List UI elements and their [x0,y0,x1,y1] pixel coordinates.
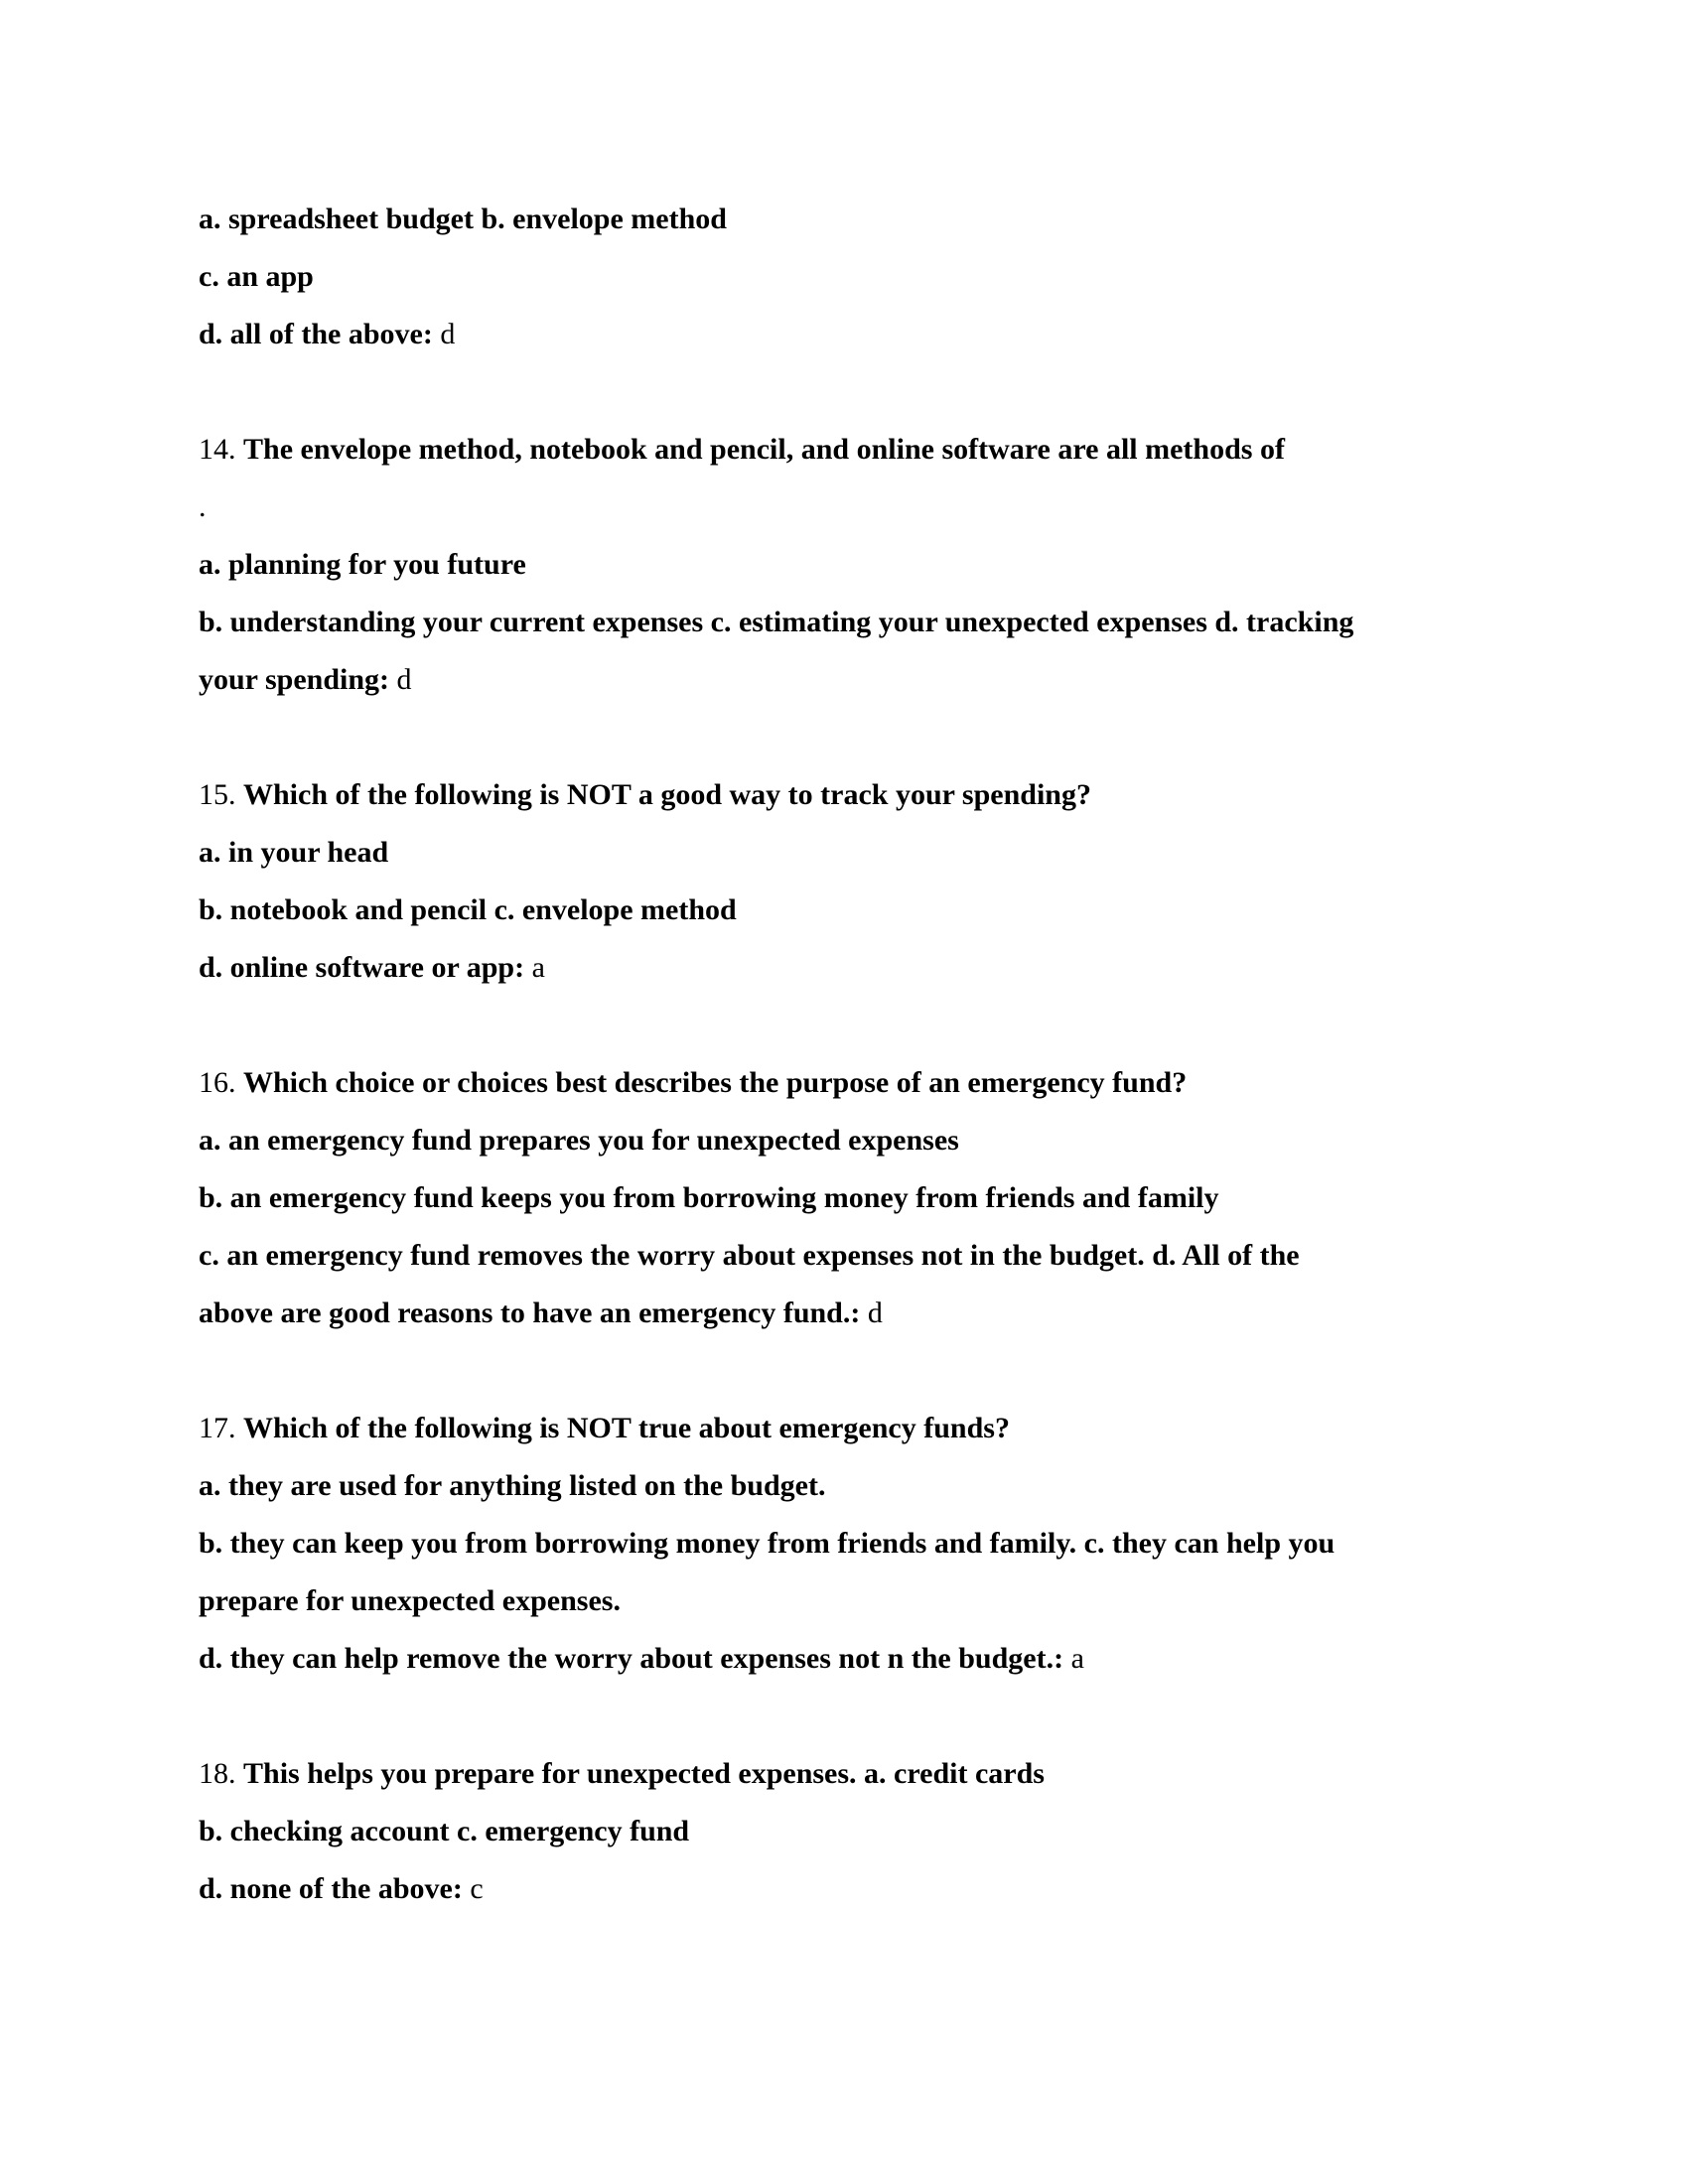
question-15 [199,766,1569,997]
text-segment-bold: a. they are used for anything listed on the budget. [199,1469,826,1502]
text-line [199,1803,1569,1860]
text-segment-regular: a [531,951,545,984]
text-line [199,1054,1569,1112]
text-line [199,1112,1569,1169]
text-segment-bold: d. none of the above: [199,1872,471,1905]
text-segment-bold: prepare for unexpected expenses. [199,1584,621,1617]
text-line [199,824,1569,882]
text-line [199,248,1569,306]
text-line [199,1169,1569,1227]
text-line [199,191,1569,248]
text-line [199,1860,1569,1918]
text-line [199,939,1569,997]
document-content [199,191,1569,1918]
text-line [199,1227,1569,1285]
question-13-options [199,191,1569,363]
text-line [199,1515,1569,1572]
text-segment-bold: a. in your head [199,836,389,869]
text-segment-regular: 15. [199,778,243,811]
text-line [199,536,1569,594]
text-segment-bold: This helps you prepare for unexpected expenses. a. credit cards [243,1757,1045,1790]
question-16 [199,1054,1569,1342]
text-segment-bold: b. checking account c. emergency fund [199,1815,690,1847]
text-segment-bold: d. all of the above: [199,318,441,350]
question-14 [199,421,1569,709]
text-line [199,1285,1569,1342]
text-segment-bold: b. they can keep you from borrowing money from friends and family. c. they can help you [199,1527,1336,1560]
text-segment-bold: a. an emergency fund prepares you for unexpected expenses [199,1124,959,1157]
text-line [199,1745,1569,1803]
text-segment-bold: Which of the following is NOT true about emergency funds? [243,1412,1010,1444]
text-segment-bold: b. an emergency fund keeps you from borrowing money from friends and family [199,1181,1219,1214]
text-segment-bold: c. an app [199,260,314,293]
text-segment-regular: a [1070,1642,1084,1675]
text-line [199,594,1569,651]
text-segment-regular: d [867,1297,883,1329]
text-segment-bold: Which of the following is NOT a good way to track your spending? [243,778,1091,811]
text-segment-bold: c. an emergency fund removes the worry about expenses not in the budget. d. All of the [199,1239,1300,1272]
text-segment-bold: above are good reasons to have an emergency fund.: [199,1297,868,1329]
question-18 [199,1745,1569,1918]
text-segment-bold: d. they can help remove the worry about expenses not n the budget.: [199,1642,1071,1675]
text-line [199,478,1569,536]
text-segment-bold: a. planning for you future [199,548,526,581]
text-segment-regular: 17. [199,1412,243,1444]
text-segment-regular: 18. [199,1757,243,1790]
text-segment-regular: c [470,1872,484,1905]
text-line [199,1630,1569,1688]
text-line [199,306,1569,363]
text-segment-regular: . [199,490,207,523]
text-line [199,1400,1569,1457]
text-segment-bold: d. online software or app: [199,951,532,984]
text-line [199,882,1569,939]
text-line [199,766,1569,824]
text-segment-regular: d [440,318,456,350]
text-line [199,421,1569,478]
text-segment-regular: 16. [199,1066,243,1099]
text-segment-bold: Which choice or choices best describes the purpose of an emergency fund? [243,1066,1188,1099]
text-segment-bold: your spending: [199,663,397,696]
text-segment-regular: 14. [199,433,243,466]
text-line [199,1572,1569,1630]
text-line [199,1457,1569,1515]
text-segment-bold: The envelope method, notebook and pencil, and online software are all methods of [243,433,1285,466]
question-17 [199,1400,1569,1688]
text-segment-bold: b. notebook and pencil c. envelope method [199,893,737,926]
text-segment-bold: a. spreadsheet budget b. envelope method [199,203,727,235]
text-segment-bold: b. understanding your current expenses c. estimating your unexpected expenses d. tracking [199,606,1354,638]
text-line [199,651,1569,709]
text-segment-regular: d [396,663,412,696]
